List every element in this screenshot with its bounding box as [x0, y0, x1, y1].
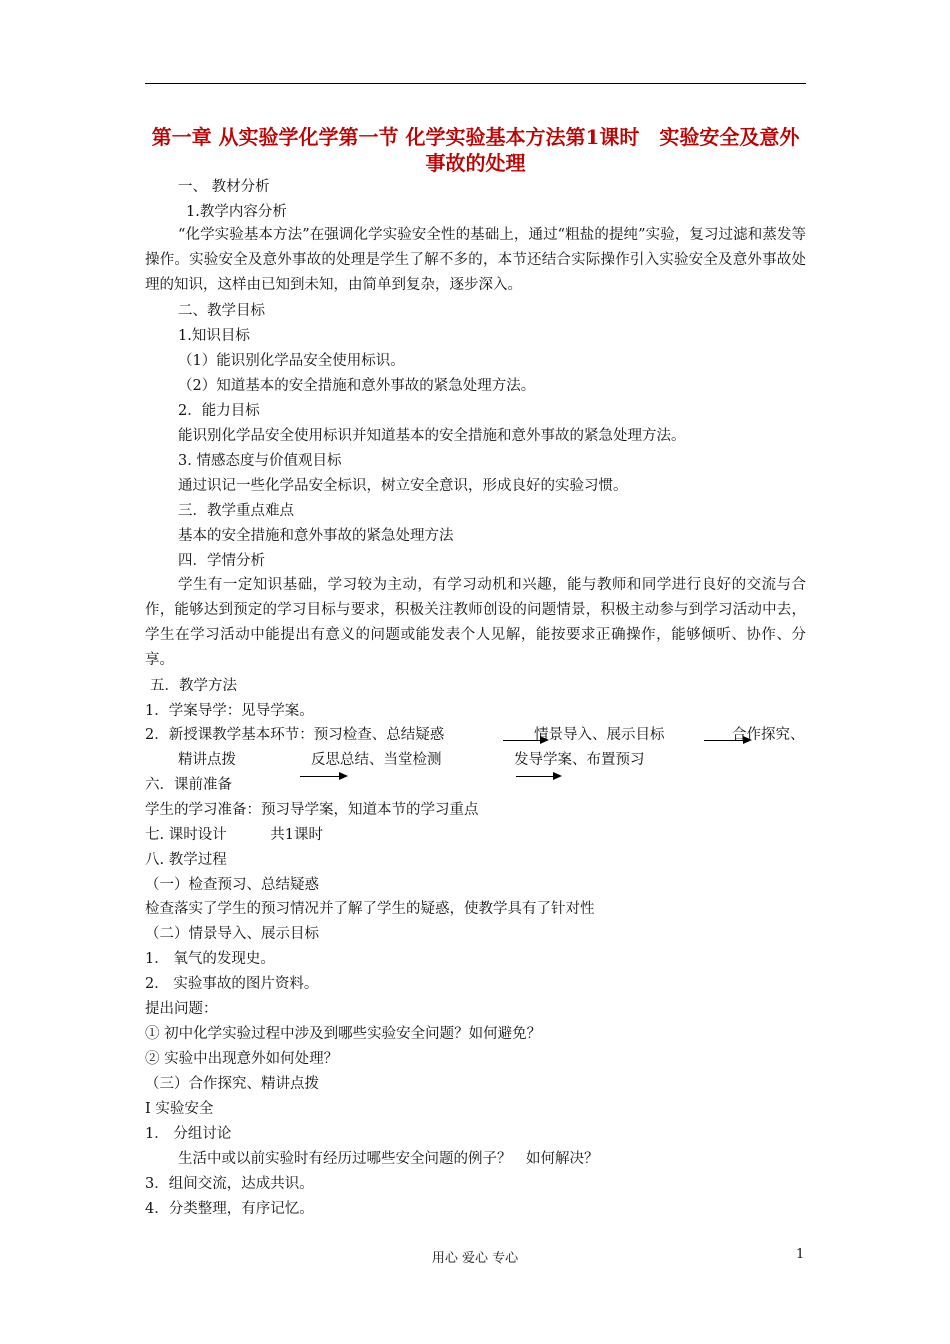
list-item-8-2a: 1． 氧气的发现史。	[145, 951, 275, 967]
list-item-2-1a: （1）能识别化学品安全使用标识。	[178, 353, 405, 369]
flow-arrow-4	[516, 776, 560, 777]
subheading-2-1: 1.知识目标	[178, 328, 250, 344]
flow-step-3: 合作探究、	[732, 727, 805, 743]
text-8-2c: 提出问题：	[145, 1001, 218, 1017]
subheading-1-1: 1.教学内容分析	[186, 204, 287, 220]
list-item-8-3e: 4．分类整理，有序记忆。	[145, 1201, 314, 1217]
subheading-2-3: 3. 情感态度与价值观目标	[178, 453, 342, 469]
text-5-1: 1．学案导学：见导学案。	[145, 703, 314, 719]
text-8-1a: 检查落实了学生的预习情况并了解了学生的疑惑，使教学具有了针对性	[145, 901, 595, 917]
section-heading-6: 六．课前准备	[145, 777, 232, 793]
subheading-8-2: （二）情景导入、展示目标	[145, 926, 319, 942]
section-heading-2: 二、教学目标	[178, 303, 265, 319]
list-item-2-1b: （2）知道基本的安全措施和意外事故的紧急处理方法。	[178, 378, 536, 394]
flow-arrow-3	[300, 776, 346, 777]
page-footer: 用心 爱心 专心	[431, 1251, 519, 1266]
section-heading-3: 三．教学重点难点	[178, 503, 294, 519]
header-rule	[145, 83, 806, 84]
flow-step-6: 发导学案、布置预习	[514, 752, 645, 768]
section-heading-5: 五．教学方法	[150, 678, 237, 694]
section-heading-4: 四．学情分析	[178, 553, 265, 569]
page-number: 1	[796, 1247, 805, 1262]
paragraph-content-analysis: “化学实验基本方法”在强调化学实验安全性的基础上，通过“粗盐的提纯”实验，复习过滤和蒸发等操作。实验安全及意外事故的处理是学生了解不多的，本节还结合实际操作引入实验安全及意外事故处理的知识，这样由已知到未知，由简单到复杂，逐步深入。	[145, 227, 806, 293]
text-2-2a: 能识别化学品安全使用标识并知道基本的安全措施和意外事故的紧急处理方法。	[178, 428, 686, 444]
flow-arrow-1	[503, 740, 547, 741]
section-heading-7: 七. 课时设计 共1课时	[145, 827, 323, 843]
flow-step-1: 2．新授课教学基本环节：预习检查、总结疑惑	[145, 727, 445, 743]
text-8-3c: 生活中或以前实验时有经历过哪些安全问题的例子？ 如何解决？	[178, 1151, 599, 1167]
subheading-8-1: （一）检查预习、总结疑惑	[145, 877, 319, 893]
subheading-2-2: 2．能力目标	[178, 403, 260, 419]
text-3a: 基本的安全措施和意外事故的紧急处理方法	[178, 528, 454, 544]
flow-arrow-2	[704, 740, 750, 741]
list-item-8-3b: 1． 分组讨论	[145, 1126, 232, 1142]
list-item-8-3d: 3．组间交流，达成共识。	[145, 1176, 314, 1192]
flow-step-2: 情景导入、展示目标	[534, 727, 665, 743]
section-heading-8: 八. 教学过程	[145, 852, 227, 868]
text-6a: 学生的学习准备：预习导学案，知道本节的学习重点	[145, 802, 479, 818]
flow-step-4: 精讲点拨	[178, 752, 236, 768]
text-2-3a: 通过识记一些化学品安全标识，树立安全意识，形成良好的实验习惯。	[178, 478, 628, 494]
flow-step-5: 反思总结、当堂检测	[311, 752, 442, 768]
paragraph-learner-analysis: 学生有一定知识基础，学习较为主动，有学习动机和兴趣，能与教师和同学进行良好的交流与合作，能够达到预定的学习目标与要求，积极关注教师创设的问题情景，积极主动参与到学习活动中去，学生在学习活动中能提出有意义的问题或能发表个人见解，能按要求正确操作，能够倾听、协作、分享。	[145, 577, 806, 668]
question-2: ② 实验中出现意外如何处理？	[145, 1051, 339, 1067]
list-item-8-2b: 2． 实验事故的图片资料。	[145, 976, 319, 992]
section-heading-1: 一、 教材分析	[178, 179, 270, 195]
subheading-8-3: （三）合作探究、精讲点拨	[145, 1076, 319, 1092]
document-title: 第一章 从实验学化学第一节 化学实验基本方法第1课时 实验安全及意外事故的处理	[151, 125, 800, 175]
subheading-lab-safety: Ⅰ 实验安全	[145, 1101, 214, 1117]
question-1: ① 初中化学实验过程中涉及到哪些实验安全问题？如何避免？	[145, 1026, 542, 1042]
